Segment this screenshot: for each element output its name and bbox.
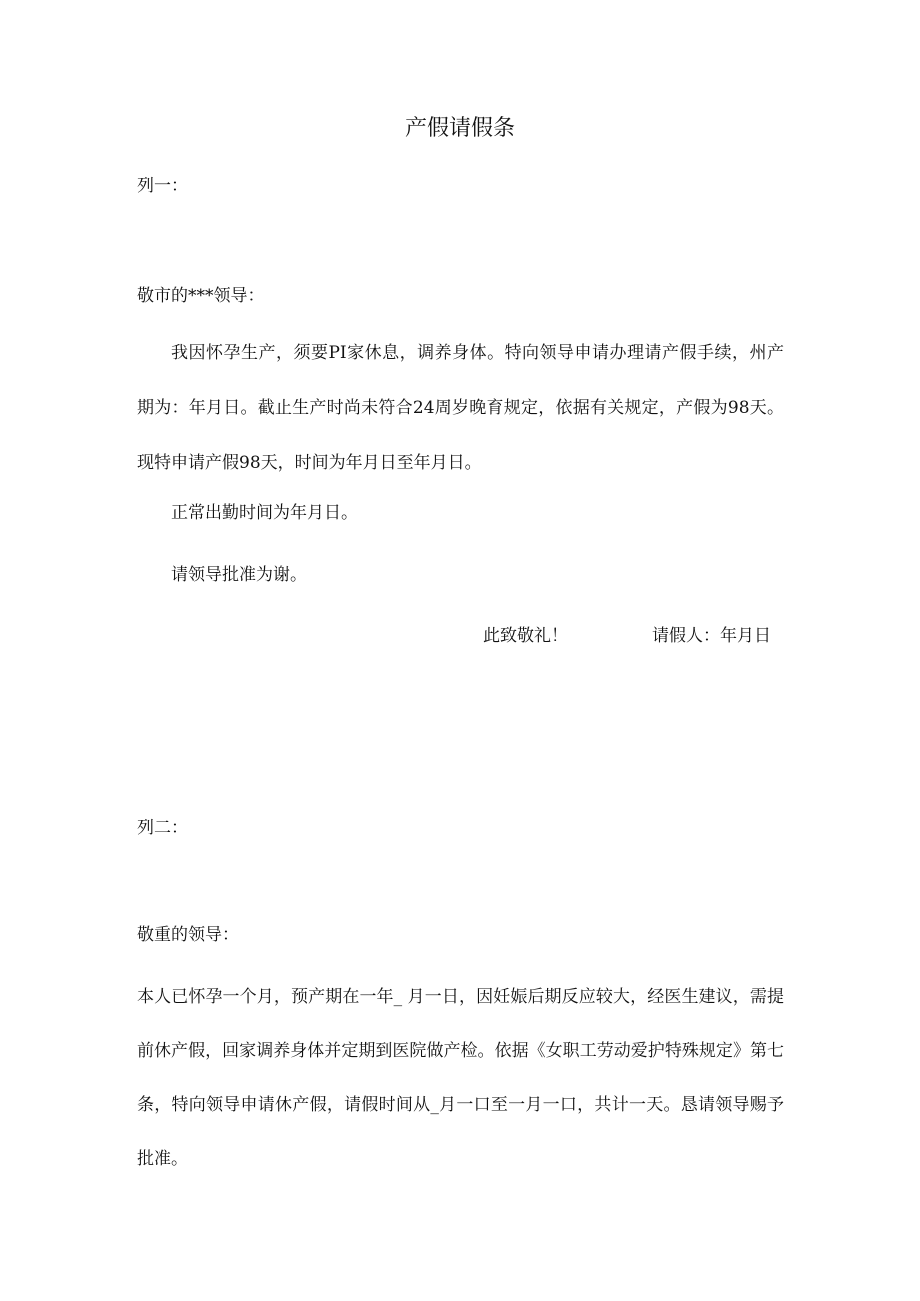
example1-return-date: 正常出勤时间为年月日。	[171, 503, 358, 523]
example2-salutation: 敬重的领导：	[137, 925, 239, 945]
document-title: 产假请假条	[404, 116, 515, 141]
example1-salutation: 敬市的***领导：	[137, 286, 265, 306]
example2-body: 本人已怀孕一个月，预产期在一年_ 月一日，因妊娠后期反应较大，经医生建议，需提前休产假，回家调养身体并定期到医院做产检。依据《女职工劳动爱护特殊规定》第七条，特向领导申请休产假，请假时间从_月一口至一月一口，共计一天。恳请领导赐予批准。	[137, 987, 784, 1169]
example2-label: 列二：	[137, 818, 188, 838]
example1-body: 我因怀孕生产，须要PI家休息，调养身体。特向领导申请办理请产假手续，州产期为：年月日。截止生产时尚未符合24周岁晚育规定，依据有关规定，产假为98天。现特申请产假98天，时间为年月日至年月日。	[137, 343, 784, 473]
example1-closing: 此致敬礼！	[483, 626, 568, 646]
example1-label: 列一：	[137, 176, 188, 196]
example1-signature: 请假人：年月日	[652, 626, 771, 646]
example1-request: 请领导批准为谢。	[171, 565, 307, 585]
